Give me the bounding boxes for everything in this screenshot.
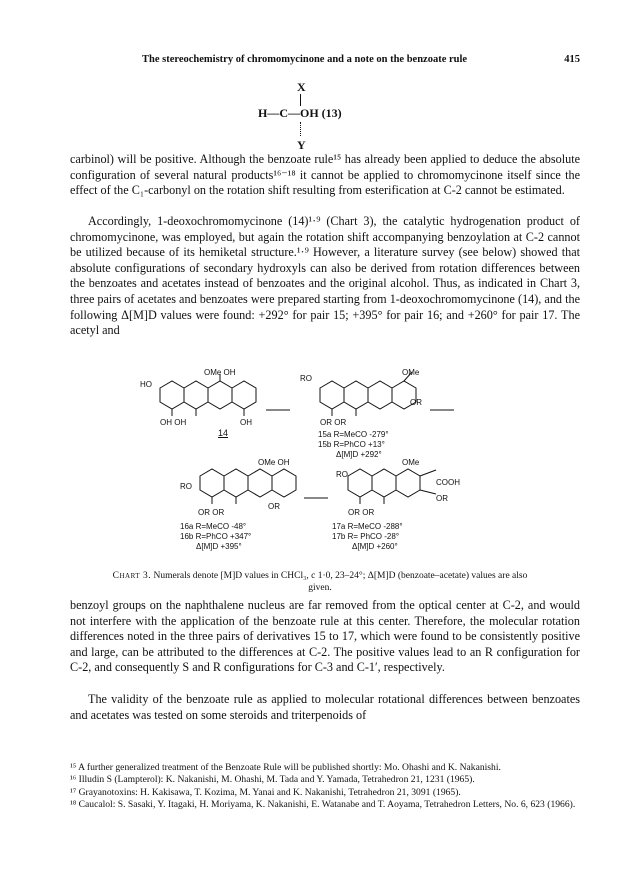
formula-y: Y	[297, 138, 306, 152]
page-number: 415	[564, 54, 580, 65]
label-15b: 15b R=PhCO +13°	[318, 440, 385, 449]
label-cooh-17: COOH	[436, 478, 460, 487]
label-ho-14: HO	[140, 380, 152, 389]
label-16b: 16b R=PhCO +347°	[180, 532, 252, 541]
label-or-or-16: OR OR	[198, 508, 225, 517]
label-ome-oh-14: OMe OH	[204, 368, 236, 377]
label-or-16: OR	[268, 502, 280, 511]
label-ro-16: RO	[180, 482, 192, 491]
label-ro-17: RO	[336, 470, 348, 479]
formula-bond-top	[300, 94, 301, 106]
label-16-delta: Δ[M]D +395°	[196, 542, 242, 551]
label-oh-oh-14: OH OH	[160, 418, 187, 427]
label-17b: 17b R= PhCO -28°	[332, 532, 400, 541]
label-15a: 15a R=MeCO -279°	[318, 430, 389, 439]
formula-x: X	[297, 80, 306, 94]
formula-center: H—C—OH (13)	[258, 106, 342, 120]
paragraph-2: Accordingly, 1-deoxochromomycinone (14)¹·⁹ (Chart 3), the catalytic hydrogenation product of chromomycinone, was employed, but again the rotation shift accompanying benzoylation at C-2 cannot be utilized because of its hemiketal structure.¹·⁹ However, a literature survey (see below) showed that absolute configurations of secondary hydroxyls can also be derived from rotation differences between the benzoates and acetates instead of benzoates and the original alcohol. Thus, as indicated in Chart 3, three pairs of acetates and benzoates were prepared starting from 1-deoxochromomycinone (14), and the following Δ[M]D values were found: +292° for pair 15; +395° for pair 16; and +260° for pair 17. The acetyl and	[70, 214, 580, 338]
footnote-18: ¹⁸ Caucalol: S. Sasaki, Y. Itagaki, H. Moriyama, K. Nakanishi, E. Watanabe and T. Aoyama, Tetrahedron Letters, No. 6, 623 (1966).	[70, 799, 576, 811]
paragraph-4: The validity of the benzoate rule as applied to molecular rotational differences between benzoates and acetates was tested on some steroids and triterpenoids of	[70, 692, 580, 722]
header-title: The stereochemistry of chromomycinone and a note on the benzoate rule	[142, 54, 468, 65]
label-ome-oh-16: OMe OH	[258, 458, 290, 467]
label-16a: 16a R=MeCO -48°	[180, 522, 247, 531]
label-ome-17: OMe	[402, 458, 420, 467]
label-15-delta: Δ[M]D +292°	[336, 450, 382, 459]
footnotes	[70, 762, 580, 812]
label-compound-14: 14	[218, 428, 229, 438]
label-17a: 17a R=MeCO -288°	[332, 522, 403, 531]
footnote-17: ¹⁷ Grayanotoxins: H. Kakisawa, T. Kozima, M. Yanai and K. Nakanishi, Tetrahedron 21, 3091 (1965).	[70, 786, 461, 798]
structure-formula-13	[240, 80, 400, 160]
paragraph-1: carbinol) will be positive. Although the benzoate rule¹⁵ has already been applied to deduce the absolute configuration of several natural products¹⁶⁻¹⁸ it cannot be applied to chromomycinone itself since the effect of the C₁-carbonyl on the rotation shift resulting from esterification at C-2 cannot be estimated.	[70, 152, 580, 198]
chart-caption	[110, 570, 530, 594]
label-oh-14: OH	[240, 418, 252, 427]
label-or-15: OR	[410, 398, 422, 407]
footnote-16: ¹⁶ Illudin S (Lampterol): K. Nakanishi, M. Ohashi, M. Tada and Y. Yamada, Tetrahedron 21, 1231 (1965).	[70, 774, 475, 786]
footnote-15: ¹⁵ A further generalized treatment of the Benzoate Rule will be published shortly: Mo. Ohashi and K. Nakanishi.	[70, 762, 501, 773]
formula-bond-bottom	[300, 122, 302, 136]
label-ro-15: RO	[300, 374, 312, 383]
label-or-or-15: OR OR	[320, 418, 347, 427]
label-17-delta: Δ[M]D +260°	[352, 542, 398, 551]
paragraph-3: benzoyl groups on the naphthalene nucleus are far removed from the optical center at C-2, and would not interfere with the application of the benzoate rule at this center. Therefore, the molecular rotation differences noted in the three pairs of derivatives 15 to 17, which were found to be consistently positive and large, can be attributed to the differences at C-2. The positive values lead to an R configuration for C-2, and consequently S and R configurations for C-3 and C-1′, respectively.	[70, 598, 580, 675]
caption-text: Numerals denote [M]D values in CHCl₃, c 1·0, 23–24°; Δ[M]D (benzoate–acetate) values are also given.	[153, 571, 528, 593]
label-or-17: OR	[436, 494, 448, 503]
label-ome-15: OMe	[402, 368, 420, 377]
chart-3-structures	[140, 370, 500, 570]
caption-label: Chart 3.	[112, 571, 152, 581]
label-or-or-17: OR OR	[348, 508, 375, 517]
